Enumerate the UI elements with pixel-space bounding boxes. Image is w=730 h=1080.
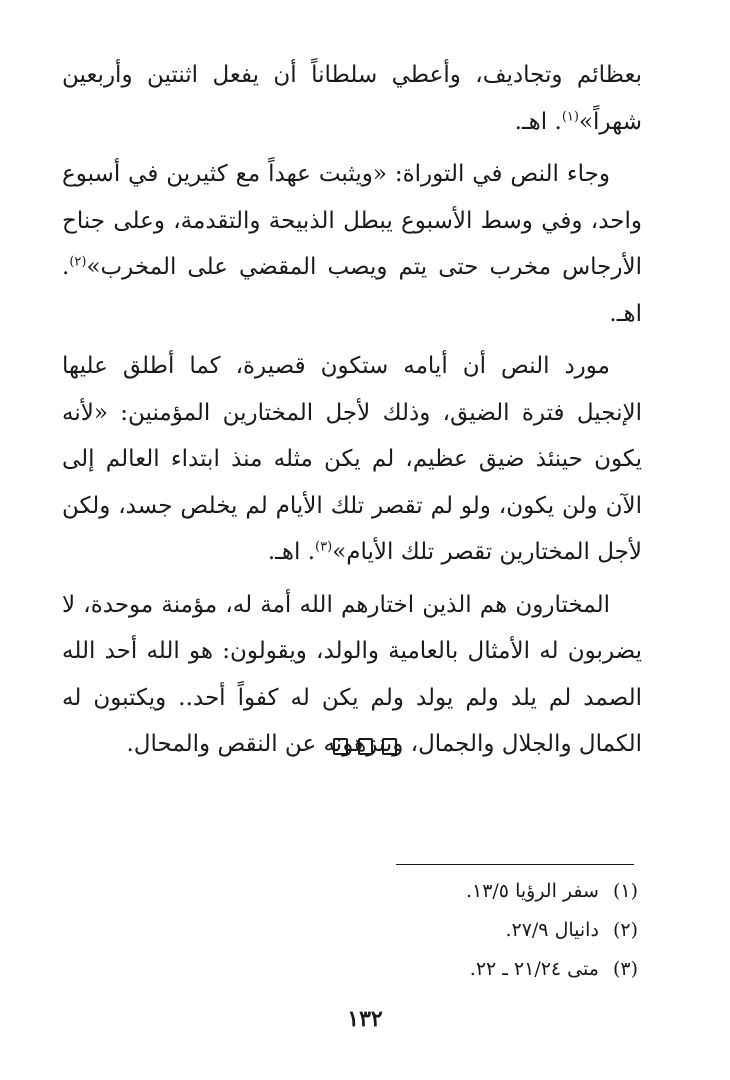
- footnotes: [238, 872, 638, 989]
- footnote-marker-3: (٣): [315, 539, 333, 555]
- footnote-3: [238, 950, 638, 989]
- paragraph-2-text: وجاء النص في التوراة: «ويثبت عهداً مع كثيرين في أسبوع واحد، وفي وسط الأسبوع يبطل الذبيحة والتقدمة، وعلى جناح الأرجاس مخرب حتى يتم ويصب المقضي على المخرب»: [62, 161, 642, 280]
- footnote-2: [238, 911, 638, 950]
- footnote-number: (١): [612, 880, 638, 902]
- footnote-marker-1: (١): [561, 108, 579, 124]
- square-ornament-icon: [382, 738, 397, 755]
- paragraph-3: [62, 343, 642, 576]
- square-ornament-icon: [333, 738, 348, 755]
- footnote-marker-2: (٢): [69, 254, 87, 270]
- paragraph-1: [62, 52, 642, 145]
- paragraph-3-text: مورد النص أن أيامه ستكون قصيرة، كما أطلق عليها الإنجيل فترة الضيق، وذلك لأجل المختارين المؤمنين: «لأنه يكون حينئذ ضيق عظيم، لم يكن مثله منذ ابتداء العالم إلى الآن ولن يكون، ولو لم تقصر تلك الأيام لم يخلص جسد، ولكن لأجل المختارين تقصر تلك الأيام»: [62, 353, 642, 565]
- square-ornament-icon: [358, 738, 373, 755]
- footnote-text: دانيال ٢٧/٩.: [505, 919, 599, 941]
- paragraph-3-tail: . اهـ.: [267, 539, 316, 565]
- footnote-number: (٢): [612, 919, 638, 941]
- paragraph-1-tail: . اهـ.: [514, 108, 562, 135]
- footnote-text: سفر الرؤيا ١٣/٥.: [465, 880, 599, 902]
- paragraph-2: [62, 151, 642, 337]
- footnote-1: [238, 872, 638, 911]
- footnote-text: متى ٢١/٢٤ ـ ٢٢.: [469, 958, 599, 980]
- paragraph-4-text: المختارون هم الذين اختارهم الله أمة له، مؤمنة موحدة، لا يضربون له الأمثال بالعامية والولد، ويقولون: هو الله أحد الله الصمد لم يلد ولم يولد ولم يكن له كفواً أحد.. ويكتبون له الكمال والجلال والجمال، وينزهونه عن النقص والمحال.: [62, 591, 642, 757]
- page-number: ١٣٢: [347, 1006, 383, 1032]
- footnote-number: (٣): [612, 958, 638, 980]
- main-text: [62, 52, 642, 768]
- paragraph-1-text: بعظائم وتجاديف، وأعطي سلطاناً أن يفعل اثنتين وأربعين شهراً»: [62, 62, 642, 135]
- footnote-divider: [396, 864, 634, 865]
- paragraph-2-tail: . اهـ.: [62, 254, 642, 327]
- section-separator: [0, 738, 730, 759]
